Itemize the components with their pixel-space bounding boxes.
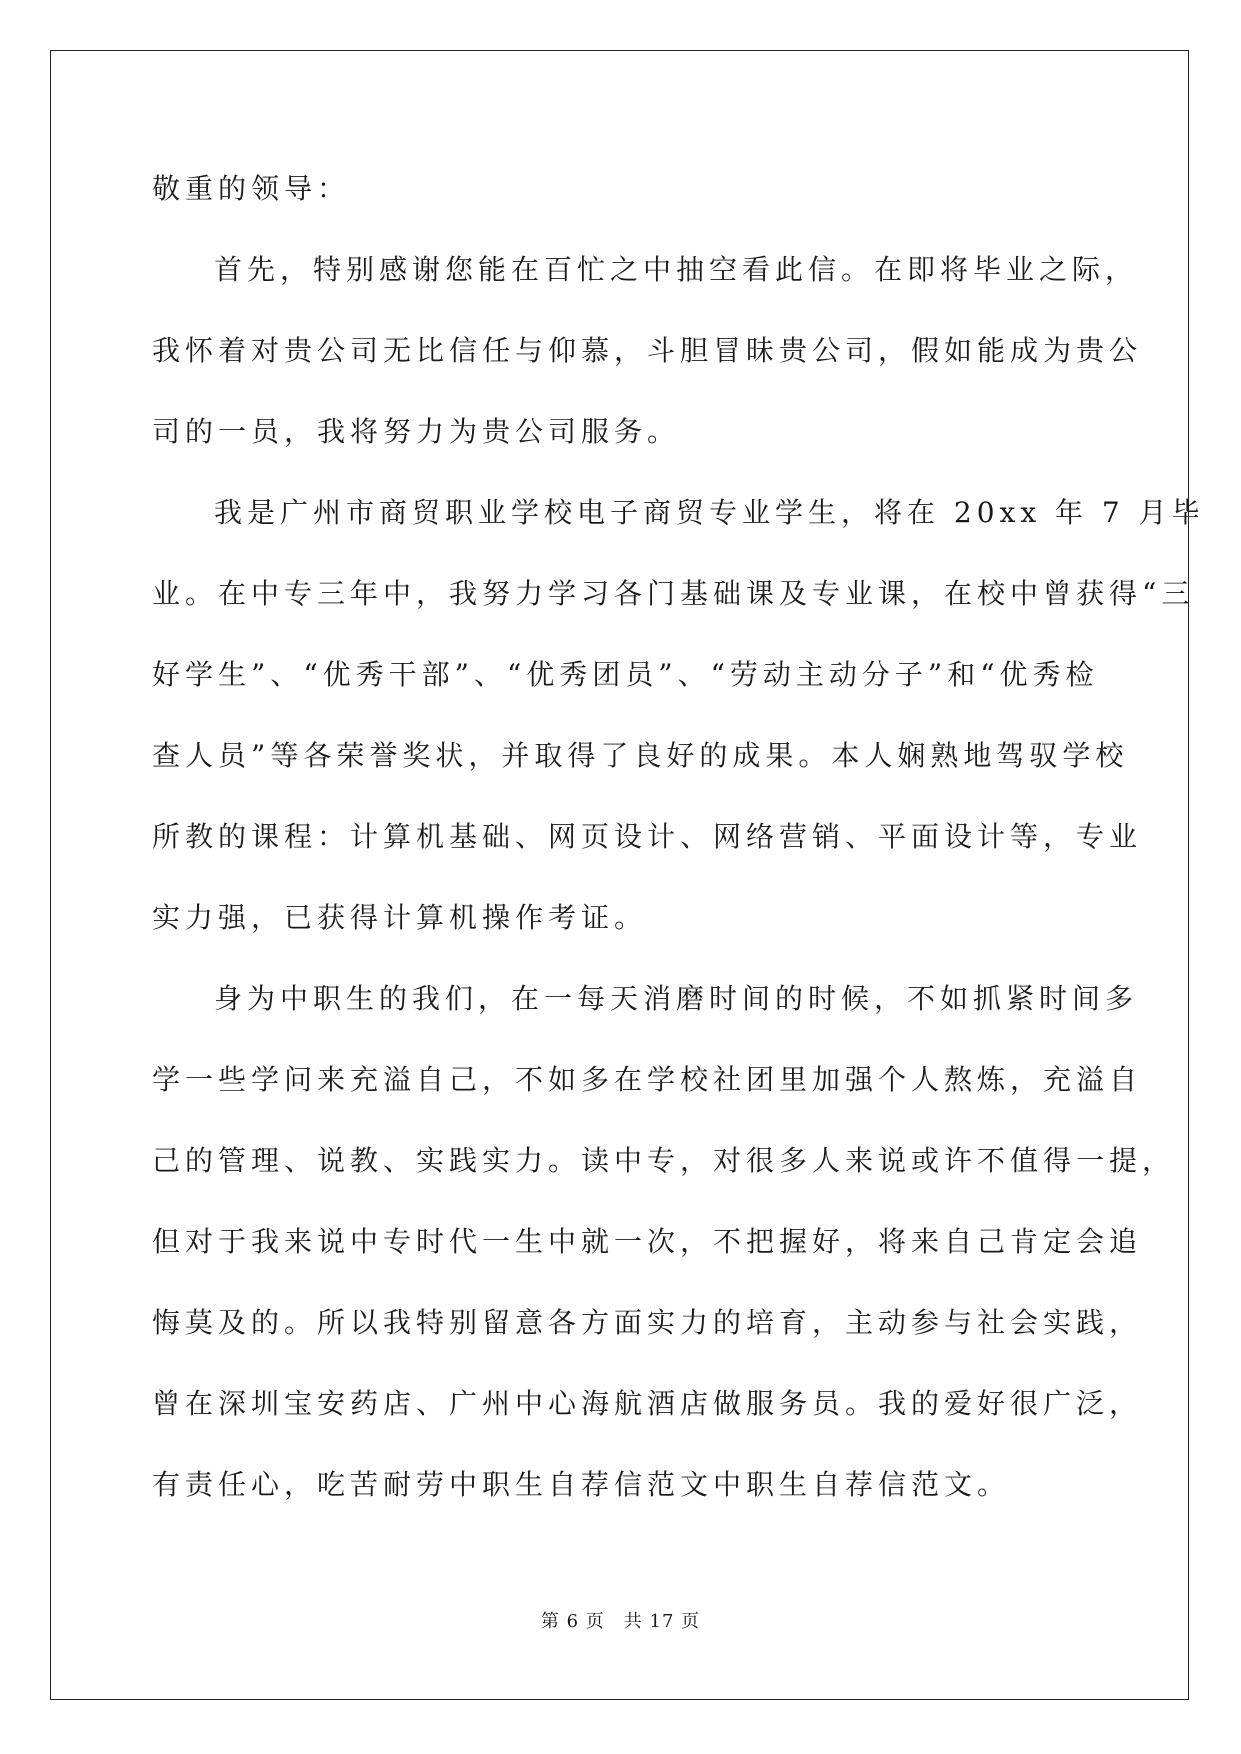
- paragraph-1-line-2: 我怀着对贵公司无比信任与仰慕，斗胆冒昧贵公司，假如能成为贵公: [152, 334, 1143, 367]
- letter-body: [152, 162, 1205, 1525]
- paragraph-1-line-3: 司的一员，我将努力为贵公司服务。: [152, 415, 681, 448]
- salutation: 敬重的领导：: [152, 172, 351, 205]
- paragraph-2-line-5: 所教的课程：计算机基础、网页设计、网络营销、平面设计等，专业: [152, 820, 1143, 853]
- paragraph-3-line-1: 身为中职生的我们，在一每天消磨时间的时候，不如抓紧时间多: [214, 982, 1139, 1015]
- paragraph-2-line-2: 业。在中专三年中，我努力学习各门基础课及专业课，在校中曾获得“三: [152, 577, 1195, 610]
- paragraph-2-line-6: 实力强，已获得计算机操作考证。: [152, 901, 648, 934]
- paragraph-3-line-6: 曾在深圳宝安药店、广州中心海航酒店做服务员。我的爱好很广泛，: [152, 1387, 1143, 1420]
- paragraph-2-line-1: 我是广州市商贸职业学校电子商贸专业学生，将在 20xx 年 7 月毕: [214, 496, 1205, 529]
- paragraph-1-line-1: 首先，特别感谢您能在百忙之中抽空看此信。在即将毕业之际，: [214, 253, 1139, 286]
- paragraph-3-line-5: 悔莫及的。所以我特别留意各方面实力的培育，主动参与社会实践，: [152, 1306, 1143, 1339]
- paragraph-3-line-4: 但对于我来说中专时代一生中就一次，不把握好，将来自己肯定会追: [152, 1225, 1143, 1258]
- paragraph-3-line-7: 有责任心，吃苦耐劳中职生自荐信范文中职生自荐信范文。: [152, 1468, 1011, 1501]
- paragraph-2-line-3: 好学生”、“优秀干部”、“优秀团员”、“劳动主动分子”和“优秀检: [152, 658, 1099, 691]
- paragraph-3-line-3: 己的管理、说教、实践实力。读中专，对很多人来说或许不值得一提，: [152, 1144, 1176, 1177]
- paragraph-3-line-2: 学一些学问来充溢自己，不如多在学校社团里加强个人熬炼，充溢自: [152, 1063, 1143, 1096]
- page-number: 第 6 页 共 17 页: [540, 1611, 701, 1632]
- paragraph-2-line-4: 查人员”等各荣誉奖状，并取得了良好的成果。本人娴熟地驾驭学校: [152, 739, 1129, 772]
